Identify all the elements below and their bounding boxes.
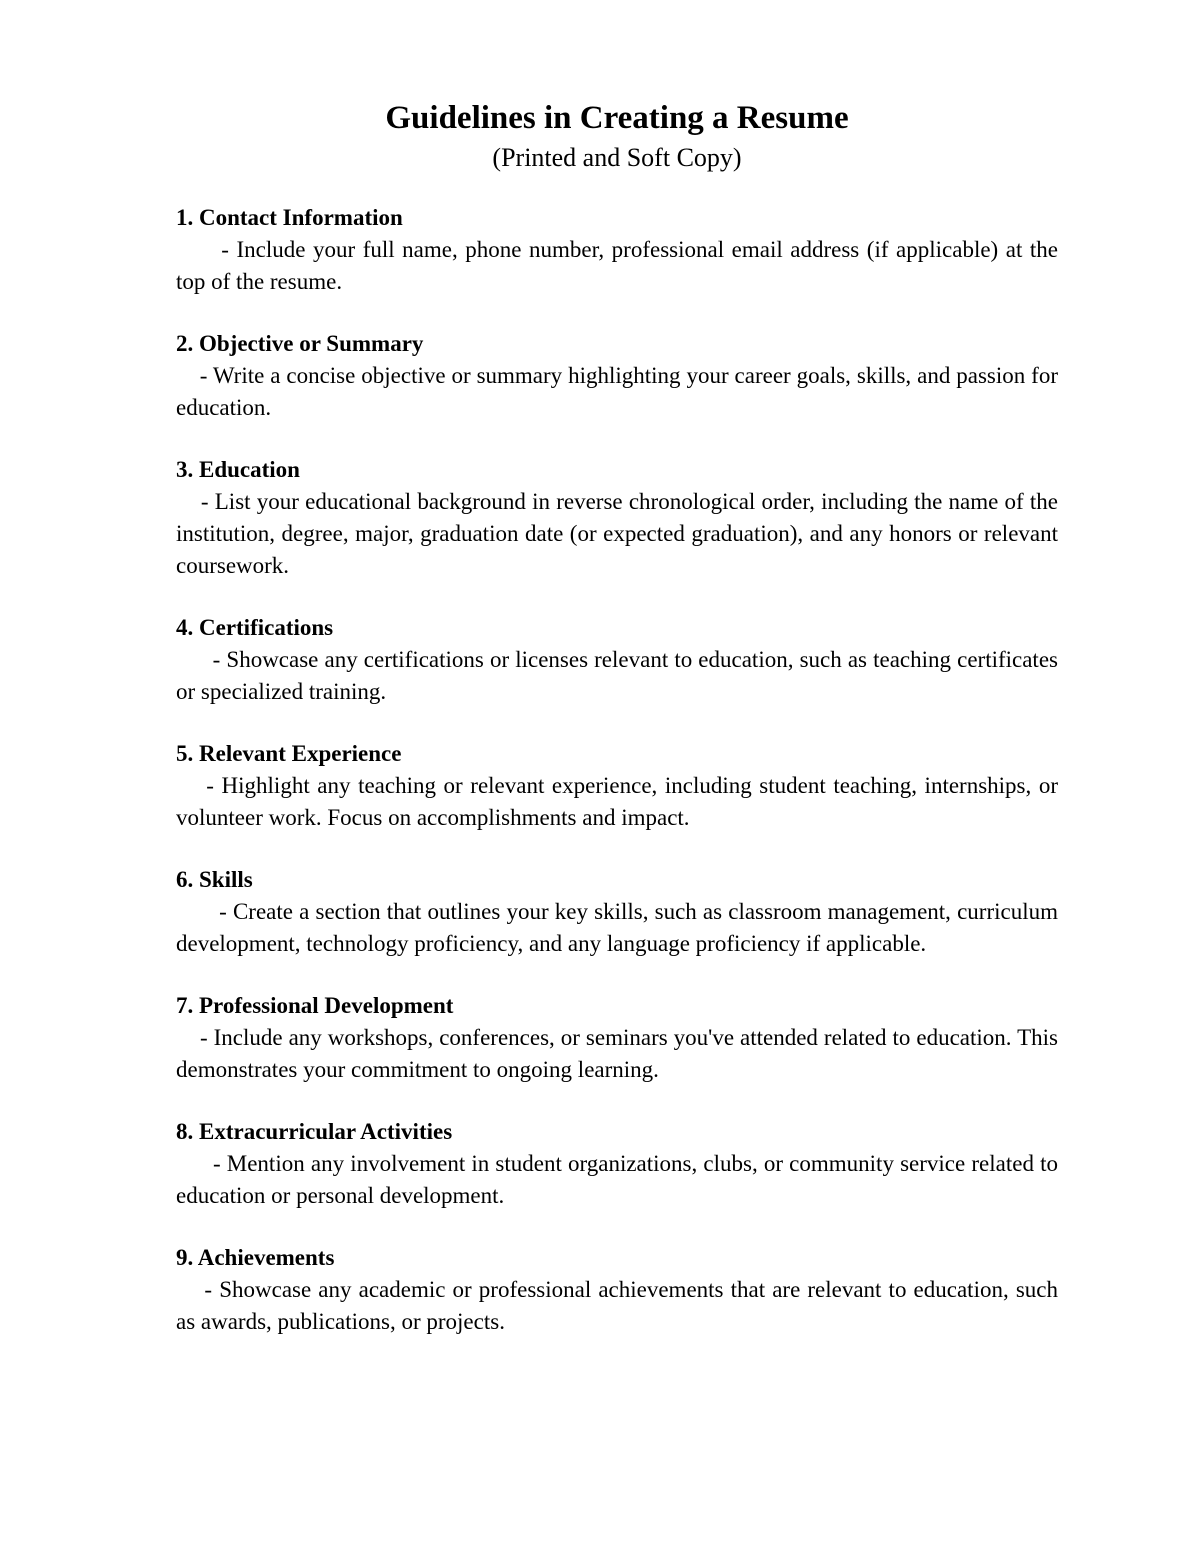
section-body [176, 234, 1058, 298]
bullet-dash: - [176, 1277, 220, 1302]
section-body [176, 896, 1058, 960]
bullet-dash: - [176, 1151, 227, 1176]
section-text: List your educational background in reverse chronological order, including the name of the institution, degree, major, graduation date (or expected graduation), and any honors or relevant coursework. [176, 489, 1058, 578]
section-contact-information [176, 202, 1058, 298]
section-heading: 1. Contact Information [176, 205, 403, 230]
section-text: Include any workshops, conferences, or seminars you've attended related to education. This demonstrates your commitment to ongoing learning. [176, 1025, 1058, 1082]
section-text: Include your full name, phone number, professional email address (if applicable) at the top of the resume. [176, 237, 1058, 294]
bullet-dash: - [176, 647, 227, 672]
section-body [176, 1022, 1058, 1086]
section-objective-or-summary [176, 328, 1058, 424]
section-text: Mention any involvement in student organizations, clubs, or community service related to education or personal development. [176, 1151, 1058, 1208]
section-heading: 4. Certifications [176, 615, 334, 640]
section-text: Showcase any certifications or licenses relevant to education, such as teaching certificates or specialized training. [176, 647, 1058, 704]
section-heading: 8. Extracurricular Activities [176, 1119, 453, 1144]
section-heading: 9. Achievements [176, 1245, 335, 1270]
document-title: Guidelines in Creating a Resume [385, 100, 849, 136]
document-subtitle: (Printed and Soft Copy) [492, 143, 742, 172]
bullet-dash: - [176, 773, 222, 798]
section-heading: 6. Skills [176, 867, 253, 892]
section-text: Highlight any teaching or relevant experience, including student teaching, internships, or volunteer work. Focus on accomplishments and impact. [176, 773, 1058, 830]
section-body [176, 486, 1058, 582]
section-text: Create a section that outlines your key skills, such as classroom management, curriculum development, technology proficiency, and any language proficiency if applicable. [176, 899, 1058, 956]
document-page [176, 96, 1058, 1368]
section-achievements [176, 1242, 1058, 1338]
section-relevant-experience [176, 738, 1058, 834]
bullet-dash: - [176, 363, 213, 388]
section-heading: 2. Objective or Summary [176, 331, 424, 356]
section-certifications [176, 612, 1058, 708]
section-body [176, 1148, 1058, 1212]
section-skills [176, 864, 1058, 960]
section-body [176, 360, 1058, 424]
section-professional-development [176, 990, 1058, 1086]
section-body [176, 1274, 1058, 1338]
section-heading: 7. Professional Development [176, 993, 454, 1018]
section-heading: 5. Relevant Experience [176, 741, 402, 766]
bullet-dash: - [176, 489, 215, 514]
section-text: Write a concise objective or summary highlighting your career goals, skills, and passion for education. [176, 363, 1058, 420]
bullet-dash: - [176, 899, 233, 924]
section-body [176, 644, 1058, 708]
section-text: Showcase any academic or professional achievements that are relevant to education, such as awards, publications, or projects. [176, 1277, 1058, 1334]
bullet-dash: - [176, 1025, 214, 1050]
section-extracurricular-activities [176, 1116, 1058, 1212]
section-education [176, 454, 1058, 582]
bullet-dash: - [176, 237, 237, 262]
section-heading: 3. Education [176, 457, 300, 482]
section-body [176, 770, 1058, 834]
